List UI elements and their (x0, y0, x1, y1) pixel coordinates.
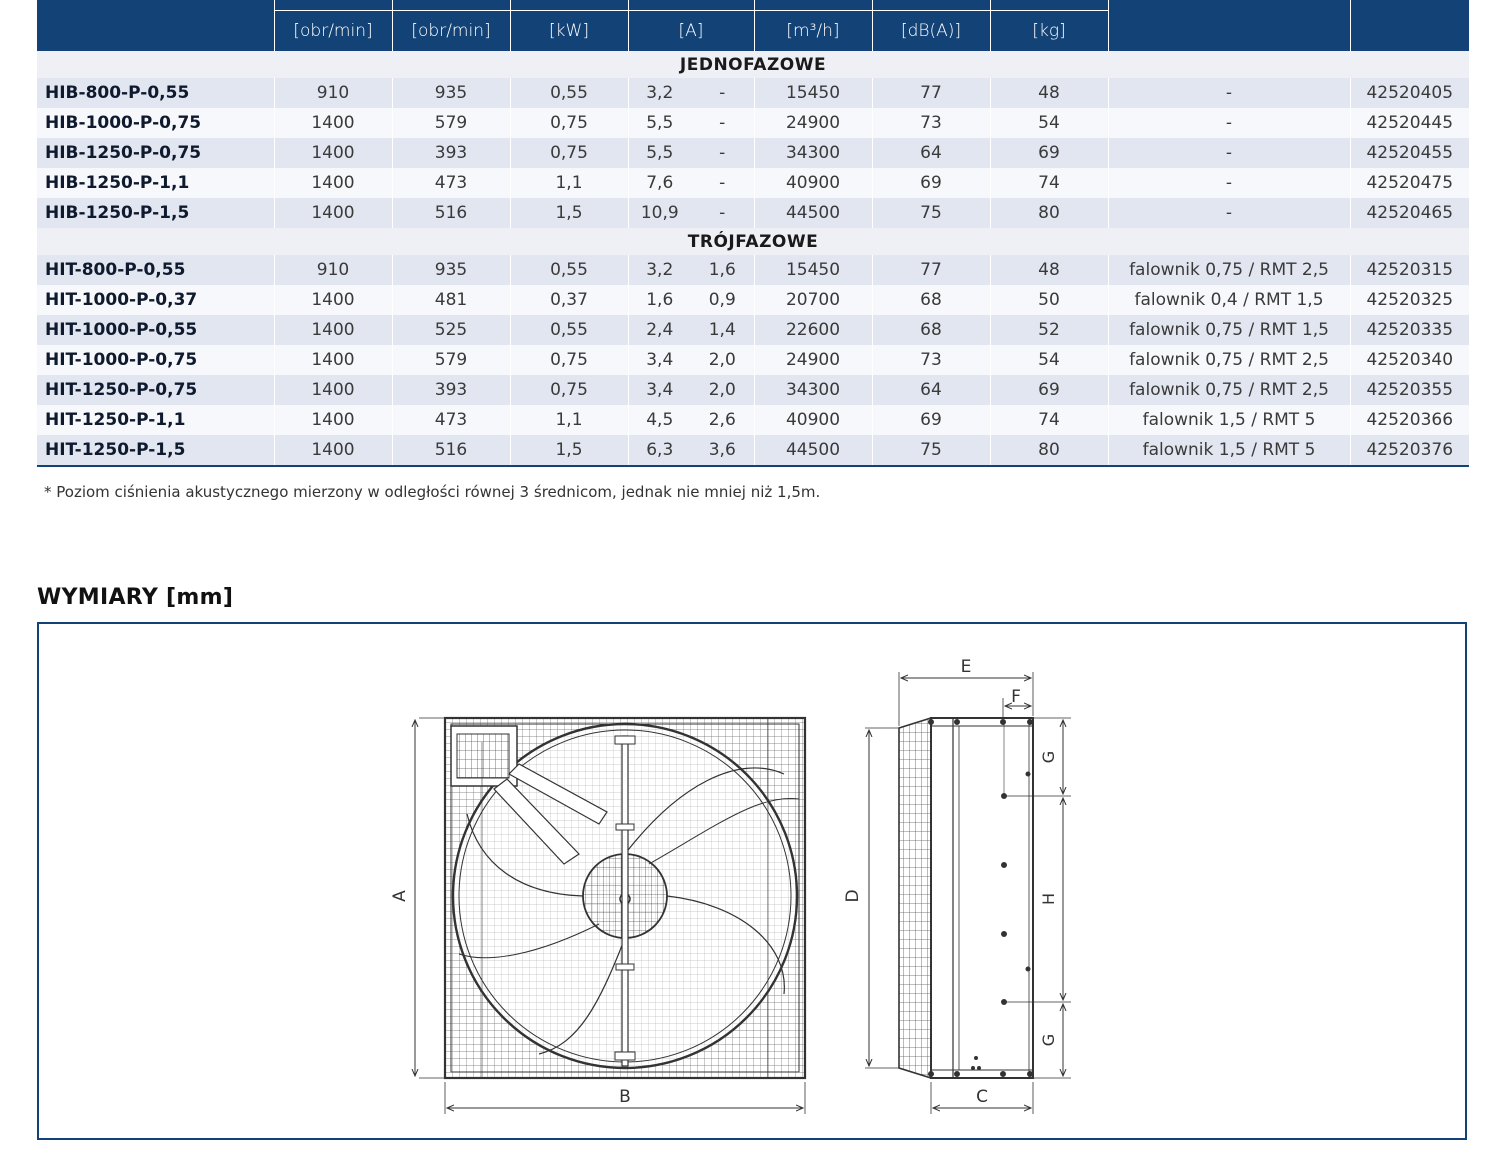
dim-label-a: A (390, 890, 410, 902)
rpm-cell: 1400 (274, 375, 392, 405)
controller-cell: falownik 0,75 / RMT 1,5 (1108, 315, 1350, 345)
controller-cell: falownik 0,4 / RMT 1,5 (1108, 285, 1350, 315)
table-row (37, 315, 1469, 345)
noise-cell: 69 (872, 405, 990, 435)
current-3-cell: 2,0 (691, 345, 754, 375)
current-3-cell: 0,9 (691, 285, 754, 315)
airflow-cell: 44500 (754, 198, 872, 228)
noise-cell: 64 (872, 138, 990, 168)
code-cell: 42520405 (1350, 78, 1469, 108)
model-cell: HIB-1000-P-0,75 (37, 108, 274, 138)
model-cell: HIB-1250-P-1,1 (37, 168, 274, 198)
power-cell: 0,75 (510, 345, 628, 375)
controller-cell: - (1108, 108, 1350, 138)
rpm-cell: 910 (274, 78, 392, 108)
noise-cell: 68 (872, 285, 990, 315)
table-body (37, 0, 1469, 466)
airflow-cell: 22600 (754, 315, 872, 345)
noise-cell: 73 (872, 345, 990, 375)
dim-label-g-top: G (1039, 750, 1058, 764)
current-3-cell: - (691, 108, 754, 138)
weight-cell: 80 (990, 198, 1108, 228)
power-cell: 1,1 (510, 168, 628, 198)
weight-cell: 50 (990, 285, 1108, 315)
current-3-cell: 1,4 (691, 315, 754, 345)
weight-cell: 74 (990, 168, 1108, 198)
footnote: * Poziom ciśnienia akustycznego mierzony w odległości równej 3 średnicom, jednak nie mniej niż 1,5m. (44, 483, 821, 501)
table-row (37, 375, 1469, 405)
controller-cell: - (1108, 78, 1350, 108)
table-row (37, 168, 1469, 198)
rpm-fan-cell: 579 (392, 108, 510, 138)
power-cell: 0,55 (510, 315, 628, 345)
current-3-cell: 2,6 (691, 405, 754, 435)
power-cell: 0,55 (510, 255, 628, 285)
table-row (37, 138, 1469, 168)
model-cell: HIT-1250-P-1,1 (37, 405, 274, 435)
power-cell: 0,75 (510, 108, 628, 138)
dim-label-b: B (619, 1087, 631, 1107)
dim-label-e: E (960, 657, 972, 677)
power-cell: 0,75 (510, 375, 628, 405)
code-cell: 42520445 (1350, 108, 1469, 138)
airflow-cell: 34300 (754, 375, 872, 405)
code-cell: 42520325 (1350, 285, 1469, 315)
code-cell: 42520355 (1350, 375, 1469, 405)
code-cell: 42520475 (1350, 168, 1469, 198)
rpm-fan-cell: 393 (392, 138, 510, 168)
table-row (37, 405, 1469, 435)
weight-cell: 52 (990, 315, 1108, 345)
rpm-cell: 1400 (274, 108, 392, 138)
weight-cell: 48 (990, 255, 1108, 285)
spec-table (37, 0, 1469, 467)
current-3-cell: - (691, 138, 754, 168)
current-1-cell: 3,4 (628, 345, 691, 375)
rpm-fan-cell: 525 (392, 315, 510, 345)
table-row (37, 108, 1469, 138)
controller-cell: falownik 0,75 / RMT 2,5 (1108, 345, 1350, 375)
noise-cell: 75 (872, 435, 990, 466)
rpm-cell: 1400 (274, 405, 392, 435)
rpm-fan-cell: 473 (392, 405, 510, 435)
code-cell: 42520465 (1350, 198, 1469, 228)
weight-cell: 69 (990, 375, 1108, 405)
rpm-fan-cell: 481 (392, 285, 510, 315)
current-1-cell: 4,5 (628, 405, 691, 435)
weight-cell: 54 (990, 108, 1108, 138)
weight-cell: 69 (990, 138, 1108, 168)
fan-dimension-drawing (39, 624, 1465, 1138)
section-header-row (37, 228, 1469, 255)
current-1-cell: 10,9 (628, 198, 691, 228)
dim-label-g-bottom: G (1039, 1033, 1058, 1047)
model-cell: HIB-1250-P-0,75 (37, 138, 274, 168)
rpm-fan-cell: 579 (392, 345, 510, 375)
rpm-cell: 1400 (274, 198, 392, 228)
current-1-cell: 7,6 (628, 168, 691, 198)
code-cell: 42520376 (1350, 435, 1469, 466)
controller-cell: falownik 1,5 / RMT 5 (1108, 435, 1350, 466)
table-row (37, 345, 1469, 375)
code-cell: 42520366 (1350, 405, 1469, 435)
weight-cell: 80 (990, 435, 1108, 466)
model-cell: HIT-1250-P-0,75 (37, 375, 274, 405)
code-cell: 42520335 (1350, 315, 1469, 345)
dim-label-d: D (843, 889, 863, 903)
current-1-cell: 6,3 (628, 435, 691, 466)
side-grill (899, 718, 931, 1078)
dim-label-h: H (1039, 892, 1058, 906)
current-1-cell: 5,5 (628, 108, 691, 138)
power-cell: 1,1 (510, 405, 628, 435)
noise-cell: 77 (872, 255, 990, 285)
airflow-cell: 15450 (754, 78, 872, 108)
dim-label-c: C (976, 1087, 988, 1107)
units-header-row (37, 11, 1469, 52)
current-1-cell: 5,5 (628, 138, 691, 168)
header-top-row (37, 0, 1469, 11)
unit-header: [A] (628, 11, 754, 52)
unit-header: [dB(A)] (872, 11, 990, 52)
power-cell: 0,37 (510, 285, 628, 315)
rpm-cell: 1400 (274, 345, 392, 375)
weight-cell: 54 (990, 345, 1108, 375)
table-row (37, 198, 1469, 228)
dimensions-frame (37, 622, 1467, 1140)
controller-cell: falownik 0,75 / RMT 2,5 (1108, 375, 1350, 405)
model-cell: HIB-800-P-0,55 (37, 78, 274, 108)
airflow-cell: 24900 (754, 108, 872, 138)
side-housing (931, 718, 1033, 1078)
unit-header: [obr/min] (274, 11, 392, 52)
airflow-cell: 15450 (754, 255, 872, 285)
noise-cell: 69 (872, 168, 990, 198)
weight-cell: 48 (990, 78, 1108, 108)
model-cell: HIB-1250-P-1,5 (37, 198, 274, 228)
code-cell: 42520455 (1350, 138, 1469, 168)
airflow-cell: 24900 (754, 345, 872, 375)
model-cell: HIT-1000-P-0,55 (37, 315, 274, 345)
current-1-cell: 3,4 (628, 375, 691, 405)
rpm-fan-cell: 473 (392, 168, 510, 198)
code-cell: 42520315 (1350, 255, 1469, 285)
unit-header: [kg] (990, 11, 1108, 52)
current-3-cell: - (691, 198, 754, 228)
rpm-fan-cell: 935 (392, 78, 510, 108)
dim-label-f: F (1011, 687, 1021, 707)
model-cell: HIT-800-P-0,55 (37, 255, 274, 285)
table-row (37, 285, 1469, 315)
noise-cell: 75 (872, 198, 990, 228)
dimensions-title: WYMIARY [mm] (37, 585, 234, 610)
noise-cell: 64 (872, 375, 990, 405)
noise-cell: 73 (872, 108, 990, 138)
code-cell: 42520340 (1350, 345, 1469, 375)
rpm-cell: 1400 (274, 168, 392, 198)
current-1-cell: 2,4 (628, 315, 691, 345)
model-cell: HIT-1250-P-1,5 (37, 435, 274, 466)
rpm-cell: 1400 (274, 315, 392, 345)
current-3-cell: - (691, 168, 754, 198)
power-cell: 0,75 (510, 138, 628, 168)
table-row (37, 255, 1469, 285)
power-cell: 0,55 (510, 78, 628, 108)
rpm-cell: 1400 (274, 285, 392, 315)
rpm-cell: 1400 (274, 138, 392, 168)
controller-cell: falownik 0,75 / RMT 2,5 (1108, 255, 1350, 285)
current-1-cell: 3,2 (628, 78, 691, 108)
airflow-cell: 34300 (754, 138, 872, 168)
current-1-cell: 1,6 (628, 285, 691, 315)
current-3-cell: 2,0 (691, 375, 754, 405)
model-cell: HIT-1000-P-0,75 (37, 345, 274, 375)
table-row (37, 78, 1469, 108)
current-1-cell: 3,2 (628, 255, 691, 285)
front-view (415, 718, 805, 1114)
rpm-fan-cell: 516 (392, 435, 510, 466)
unit-header: [obr/min] (392, 11, 510, 52)
section-header-row (37, 51, 1469, 78)
current-3-cell: 1,6 (691, 255, 754, 285)
power-cell: 1,5 (510, 435, 628, 466)
rpm-fan-cell: 935 (392, 255, 510, 285)
noise-cell: 68 (872, 315, 990, 345)
airflow-cell: 20700 (754, 285, 872, 315)
power-cell: 1,5 (510, 198, 628, 228)
rpm-cell: 1400 (274, 435, 392, 466)
airflow-cell: 40900 (754, 168, 872, 198)
controller-cell: - (1108, 168, 1350, 198)
rpm-fan-cell: 516 (392, 198, 510, 228)
table-row (37, 435, 1469, 466)
current-3-cell: 3,6 (691, 435, 754, 466)
airflow-cell: 40900 (754, 405, 872, 435)
model-cell: HIT-1000-P-0,37 (37, 285, 274, 315)
current-3-cell: - (691, 78, 754, 108)
section-title: TRÓJFAZOWE (37, 228, 1469, 255)
controller-cell: - (1108, 198, 1350, 228)
rpm-cell: 910 (274, 255, 392, 285)
controller-cell: falownik 1,5 / RMT 5 (1108, 405, 1350, 435)
rpm-fan-cell: 393 (392, 375, 510, 405)
weight-cell: 74 (990, 405, 1108, 435)
noise-cell: 77 (872, 78, 990, 108)
unit-header: [m³/h] (754, 11, 872, 52)
airflow-cell: 44500 (754, 435, 872, 466)
unit-header: [kW] (510, 11, 628, 52)
controller-cell: - (1108, 138, 1350, 168)
section-title: JEDNOFAZOWE (37, 51, 1469, 78)
